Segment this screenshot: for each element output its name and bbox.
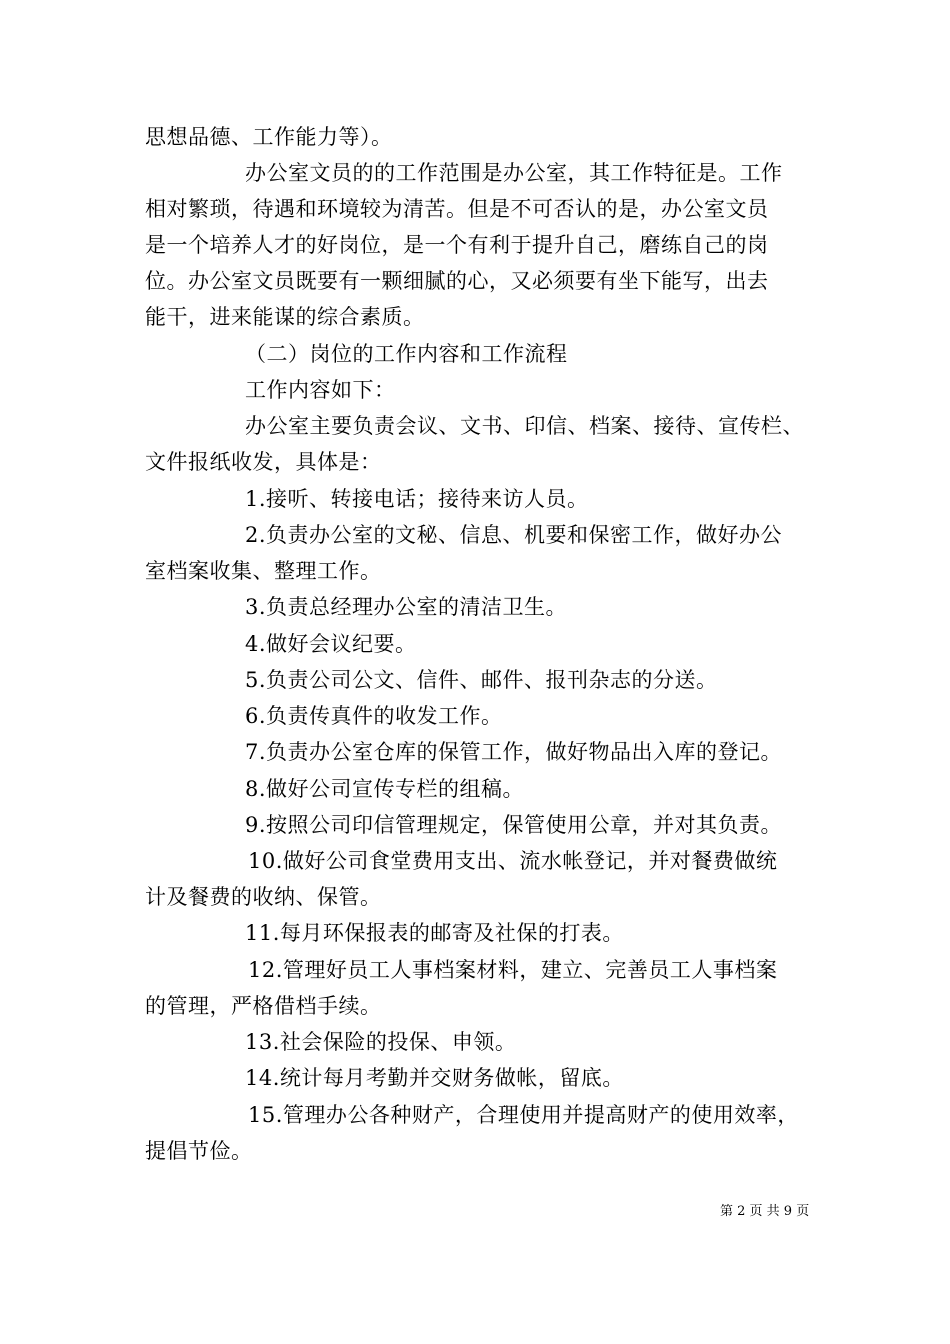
text-line-5: 位。办公室文员既要有一颗细腻的心，又必须要有坐下能写，出去	[145, 269, 769, 293]
list-item-9: 9.按照公司印信管理规定，保管使用公章，并对其负责。	[245, 813, 783, 837]
list-item-10-cont: 计及餐费的收纳、保管。	[145, 885, 382, 909]
text-line-6: 能干，进来能谋的综合素质。	[145, 305, 425, 329]
list-item-4: 4.做好会议纪要。	[245, 632, 417, 656]
list-item-1: 1.接听、转接电话；接待来访人员。	[245, 487, 589, 511]
text-line-1: 思想品德、工作能力等）。	[145, 125, 393, 149]
list-item-14: 14.统计每月考勤并交财务做帐，留底。	[245, 1066, 624, 1090]
list-item-2-cont: 室档案收集、整理工作。	[145, 559, 382, 583]
page-number: 第 2 页 共 9 页	[720, 1204, 810, 1219]
list-item-13: 13.社会保险的投保、申领。	[245, 1030, 517, 1054]
list-item-15-cont: 提倡节俭。	[145, 1139, 253, 1163]
text-line-4: 是一个培养人才的好岗位，是一个有利于提升自己，磨练自己的岗	[145, 233, 769, 257]
list-item-10: 10.做好公司食堂费用支出、流水帐登记，并对餐费做统	[248, 849, 778, 873]
list-item-7: 7.负责办公室仓库的保管工作，做好物品出入库的登记。	[245, 740, 783, 764]
text-line-8: 工作内容如下：	[245, 378, 396, 402]
list-item-12-cont: 的管理，严格借档手续。	[145, 994, 382, 1018]
list-item-15: 15.管理办公各种财产，合理使用并提高财产的使用效率，	[248, 1103, 799, 1127]
list-item-12: 12.管理好员工人事档案材料，建立、完善员工人事档案	[248, 958, 778, 982]
list-item-8: 8.做好公司宣传专栏的组稿。	[245, 777, 525, 801]
text-line-10: 文件报纸收发，具体是：	[145, 450, 382, 474]
list-item-3: 3.负责总经理办公室的清洁卫生。	[245, 595, 568, 619]
list-item-2: 2.负责办公室的文秘、信息、机要和保密工作，做好办公	[245, 523, 783, 547]
text-line-2: 办公室文员的的工作范围是办公室，其工作特征是。工作	[245, 161, 783, 185]
section-heading: （二）岗位的工作内容和工作流程	[245, 342, 568, 366]
text-line-9: 办公室主要负责会议、文书、印信、档案、接待、宣传栏、	[245, 414, 804, 438]
text-line-3: 相对繁琐，待遇和环境较为清苦。但是不可否认的是，办公室文员	[145, 197, 769, 221]
list-item-5: 5.负责公司公文、信件、邮件、报刊杂志的分送。	[245, 668, 718, 692]
list-item-11: 11.每月环保报表的邮寄及社保的打表。	[245, 921, 624, 945]
list-item-6: 6.负责传真件的收发工作。	[245, 704, 503, 728]
